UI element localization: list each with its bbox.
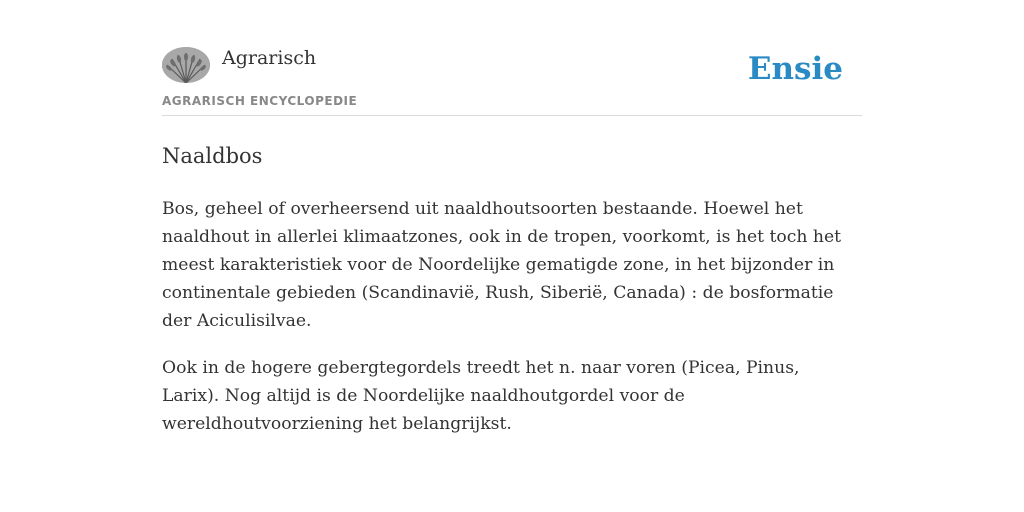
site-name[interactable]: Agrarisch xyxy=(222,47,317,69)
ensie-logo-link[interactable]: Ensie xyxy=(747,51,843,87)
page xyxy=(162,0,862,438)
site-header xyxy=(162,0,862,116)
site-subtitle: AGRARISCH ENCYCLOPEDIE xyxy=(162,94,358,108)
article-title: Naaldbos xyxy=(162,144,263,168)
wheat-icon[interactable] xyxy=(162,47,210,83)
article-paragraph: Bos, geheel of overheersend uit naaldhoutsoorten bestaande. Hoewel het naaldhout in allerlei klimaatzones, ook in de tropen, voorkomt, is het toch het meest karakteristiek voor de Noordelijke gematigde zone, in het bijzonder in continentale gebieden (Scandinavië, Rush, Siberië, Canada) : de bosformatie der Aciculisilvae. xyxy=(162,199,842,331)
article-paragraph: Ook in de hogere gebergtegordels treedt het n. naar voren (Picea, Pinus, Larix). Nog altijd is de Noordelijke naaldhoutgordel voor de wereldhoutvoorziening het belangrijkst. xyxy=(162,358,800,434)
